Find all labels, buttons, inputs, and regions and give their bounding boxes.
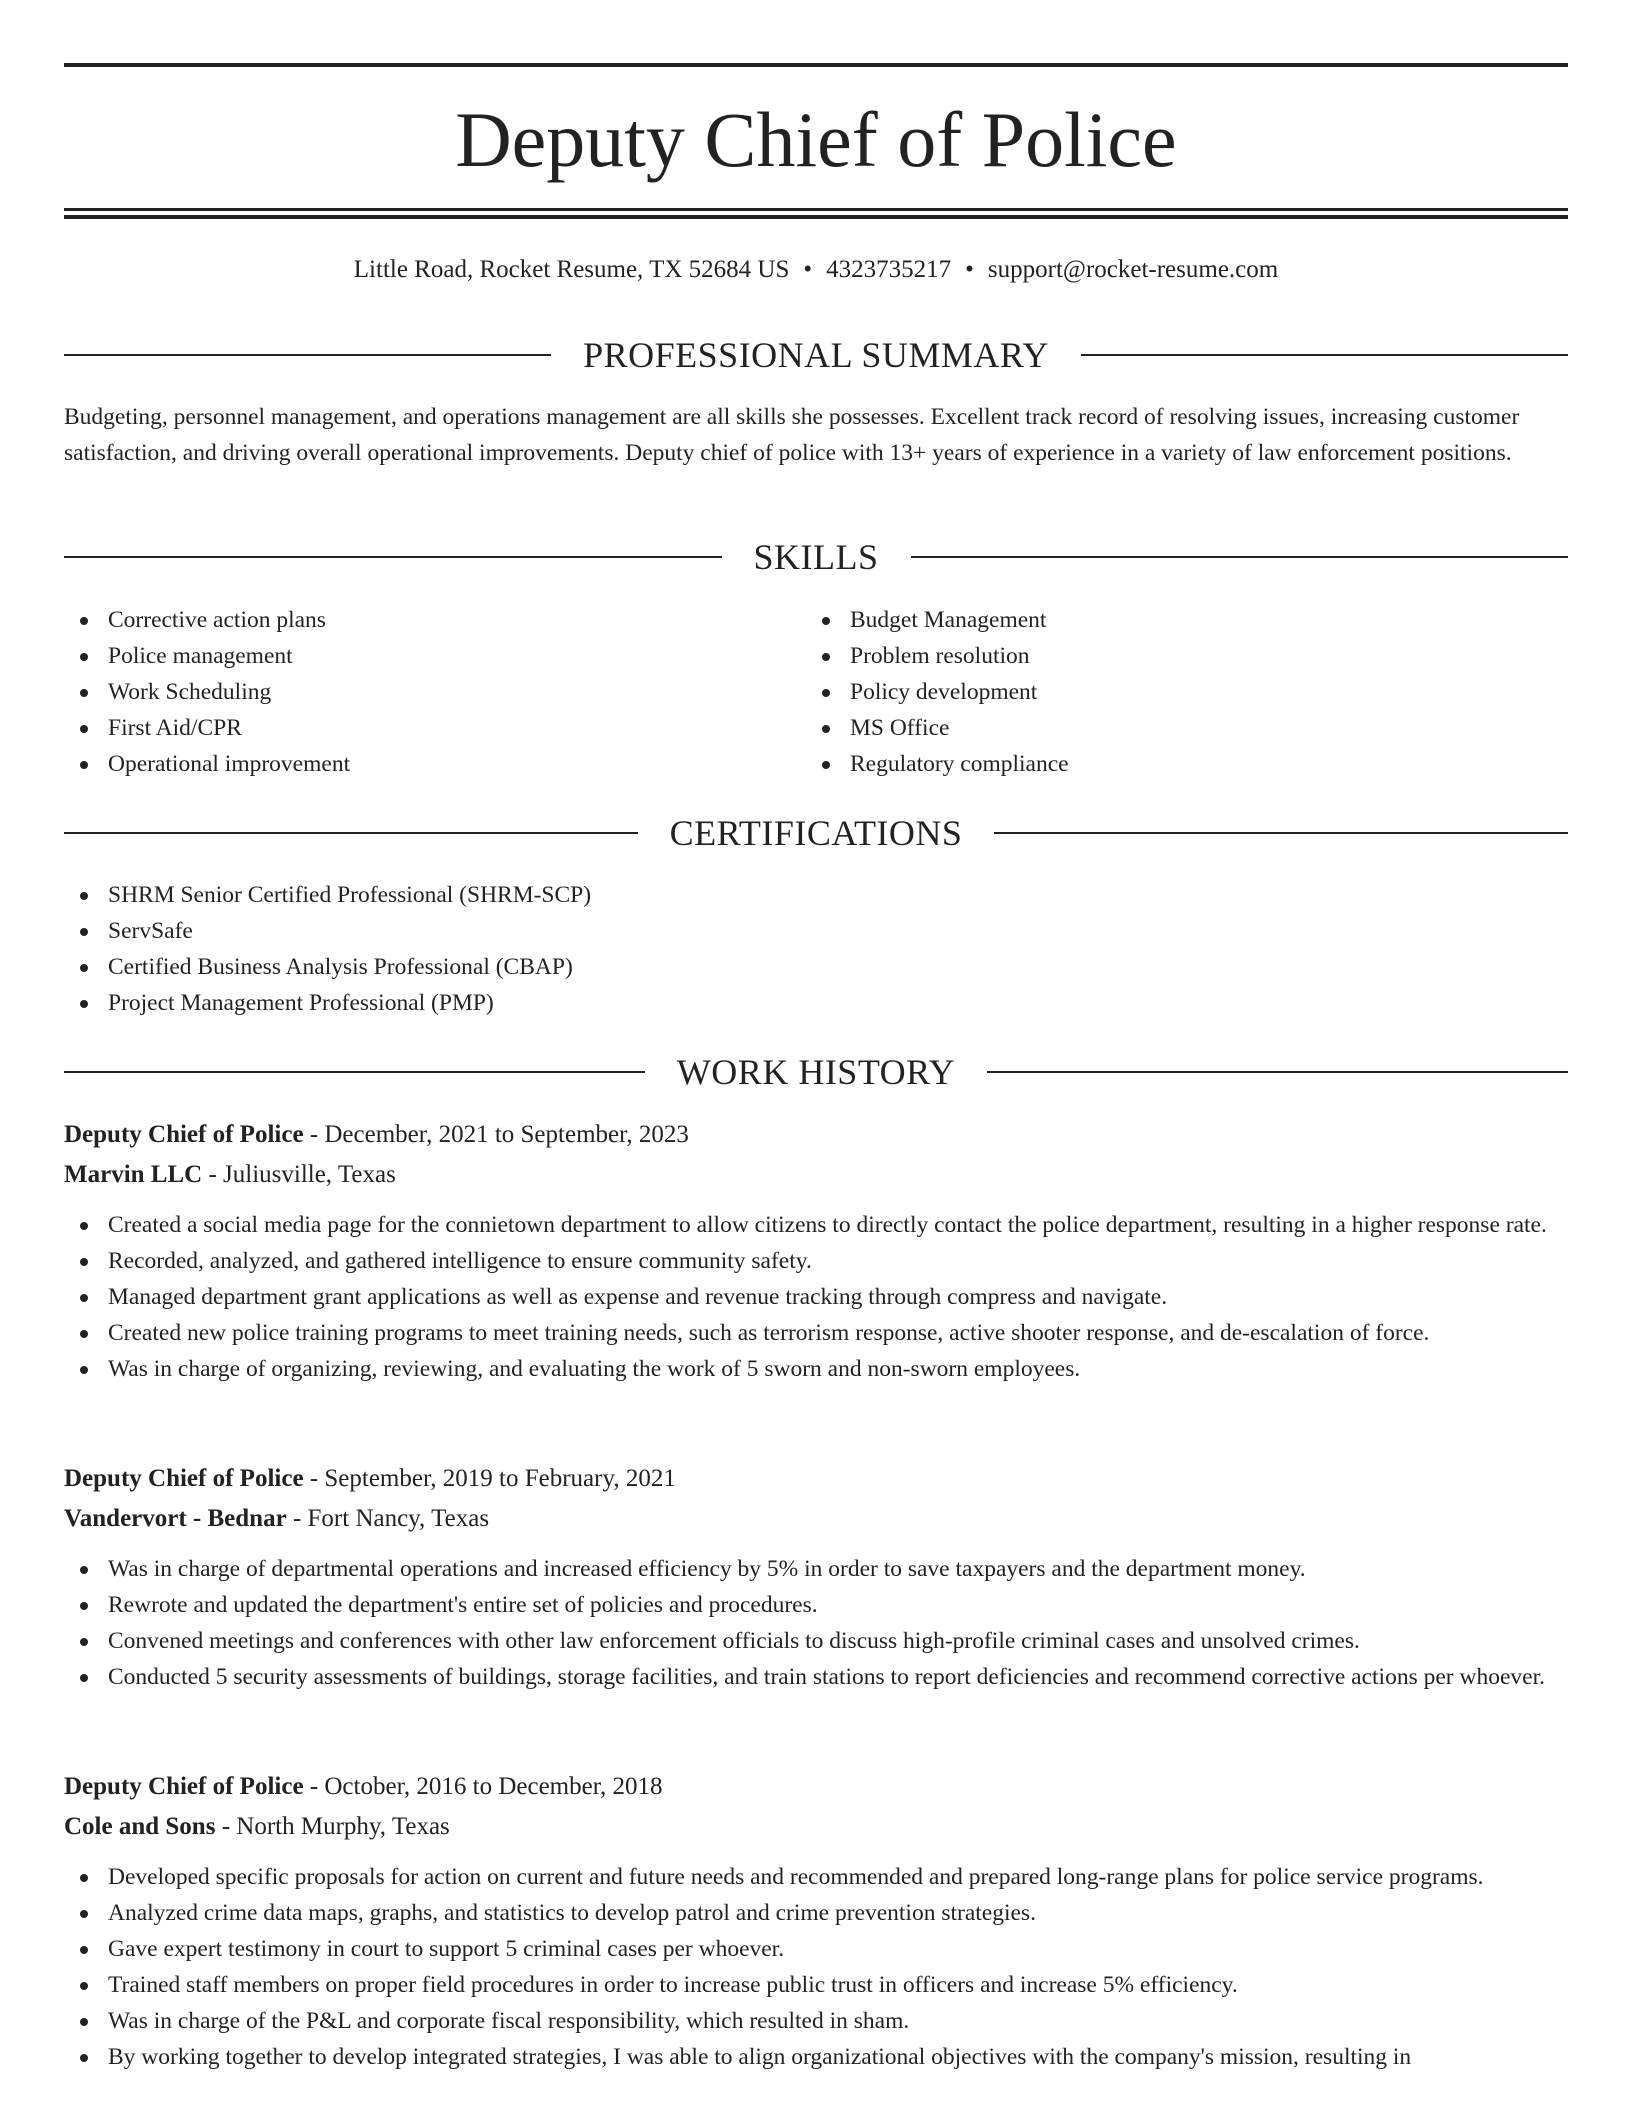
section-title: CERTIFICATIONS (669, 813, 963, 853)
job-bullet: Trained staff members on proper field procedures in order to increase public trust in officers and increase 5% efficiency. (64, 1967, 1568, 2003)
certification-item: Project Management Professional (PMP) (64, 985, 1568, 1021)
job-bullets (64, 1859, 1568, 2075)
certification-item: ServSafe (64, 913, 1568, 949)
certification-item: SHRM Senior Certified Professional (SHRM-SCP) (64, 877, 1568, 913)
section-heading-skills (64, 534, 1568, 580)
job-location: - North Murphy, Texas (215, 1813, 450, 1840)
section-title: SKILLS (753, 537, 879, 577)
resume-title: Deputy Chief of Police (455, 96, 1177, 183)
contact-address: Little Road, Rocket Resume, TX 52684 US (353, 256, 790, 283)
heading-rule (994, 832, 1568, 834)
job-bullet: By working together to develop integrated strategies, I was able to align organizational objectives with the company's mission, resulting in (64, 2039, 1568, 2075)
certifications-list (64, 877, 1568, 1021)
job-title: Deputy Chief of Police (64, 1121, 304, 1148)
job-bullet: Gave expert testimony in court to support 5 criminal cases per whoever. (64, 1931, 1568, 1967)
heading-rule (64, 556, 722, 558)
job-bullet: Created new police training programs to meet training needs, such as terrorism response, active shooter response, and de-escalation of force. (64, 1315, 1568, 1351)
job-bullet: Analyzed crime data maps, graphs, and statistics to develop patrol and crime prevention strategies. (64, 1895, 1568, 1931)
job-company: Marvin LLC (64, 1161, 203, 1188)
skill-item: Corrective action plans (64, 602, 764, 638)
heading-rule (911, 556, 1569, 558)
job-role-line (64, 1115, 1568, 1155)
skill-item: Operational improvement (64, 746, 764, 782)
job-bullet: Created a social media page for the connietown department to allow citizens to directly contact the police department, resulting in a higher response rate. (64, 1207, 1568, 1243)
skill-item: Regulatory compliance (806, 746, 1506, 782)
job-location: - Fort Nancy, Texas (286, 1505, 490, 1532)
section-heading-certifications (64, 810, 1568, 856)
header-top-rule (64, 63, 1568, 67)
job-title: Deputy Chief of Police (64, 1465, 304, 1492)
job-bullet: Managed department grant applications as well as expense and revenue tracking through compress and navigate. (64, 1279, 1568, 1315)
section-heading-summary (64, 332, 1568, 378)
certification-item: Certified Business Analysis Professional (CBAP) (64, 949, 1568, 985)
job-dates: - October, 2016 to December, 2018 (303, 1773, 663, 1800)
job-bullet: Was in charge of organizing, reviewing, and evaluating the work of 5 sworn and non-sworn employees. (64, 1351, 1568, 1387)
header-bottom-rule-lower (64, 215, 1568, 219)
job-bullet: Convened meetings and conferences with other law enforcement officials to discuss high-profile criminal cases and unsolved crimes. (64, 1623, 1568, 1659)
heading-rule (987, 1071, 1568, 1073)
job-entry (64, 1115, 1568, 1387)
job-bullet: Rewrote and updated the department's entire set of policies and procedures. (64, 1587, 1568, 1623)
contact-line (64, 252, 1568, 288)
heading-rule (64, 354, 551, 356)
job-company: Vandervort - Bednar (64, 1505, 287, 1532)
contact-phone: 4323735217 (826, 256, 952, 283)
skills-list-right (806, 602, 1506, 782)
skill-item: Budget Management (806, 602, 1506, 638)
job-dates: - December, 2021 to September, 2023 (303, 1121, 689, 1148)
summary-text: Budgeting, personnel management, and operations management are all skills she possesses. Excellent track record of resolving issues, increasing customer satisfaction, and driving overall operational improvements. Deputy chief of police with 13+ years of experience in a variety of law enforcement positions. (64, 404, 1520, 466)
job-bullet: Recorded, analyzed, and gathered intelligence to ensure community safety. (64, 1243, 1568, 1279)
job-company-line (64, 1807, 1568, 1847)
heading-rule (1081, 354, 1568, 356)
contact-separator: • (803, 256, 813, 283)
job-bullet: Conducted 5 security assessments of buildings, storage facilities, and train stations to report deficiencies and recommend corrective actions per whoever. (64, 1659, 1568, 1695)
job-title: Deputy Chief of Police (64, 1773, 304, 1800)
skills-list-left (64, 602, 764, 782)
job-role-line (64, 1767, 1568, 1807)
job-entry (64, 1459, 1568, 1695)
job-company-line (64, 1499, 1568, 1539)
job-role-line (64, 1459, 1568, 1499)
header-bottom-rule-upper (64, 208, 1568, 211)
job-company-line (64, 1155, 1568, 1195)
skill-item: Policy development (806, 674, 1506, 710)
job-location: - Juliusville, Texas (202, 1161, 396, 1188)
job-bullet: Was in charge of departmental operations and increased efficiency by 5% in order to save taxpayers and the department money. (64, 1551, 1568, 1587)
job-bullet: Developed specific proposals for action on current and future needs and recommended and prepared long-range plans for police service programs. (64, 1859, 1568, 1895)
skill-item: MS Office (806, 710, 1506, 746)
job-entry (64, 1767, 1568, 2075)
job-company: Cole and Sons (64, 1813, 216, 1840)
contact-separator: • (965, 256, 974, 283)
section-title: PROFESSIONAL SUMMARY (583, 335, 1049, 375)
job-bullets (64, 1551, 1568, 1695)
section-title: WORK HISTORY (676, 1052, 956, 1092)
job-bullet: Was in charge of the P&L and corporate fiscal responsibility, which resulted in sham. (64, 2003, 1568, 2039)
job-dates: - September, 2019 to February, 2021 (303, 1465, 676, 1492)
heading-rule (64, 1071, 645, 1073)
job-bullets (64, 1207, 1568, 1387)
skill-item: Problem resolution (806, 638, 1506, 674)
skill-item: Work Scheduling (64, 674, 764, 710)
contact-email: support@rocket-resume.com (987, 256, 1279, 283)
heading-rule (64, 832, 638, 834)
section-heading-work-history (64, 1049, 1568, 1095)
skill-item: Police management (64, 638, 764, 674)
skill-item: First Aid/CPR (64, 710, 764, 746)
